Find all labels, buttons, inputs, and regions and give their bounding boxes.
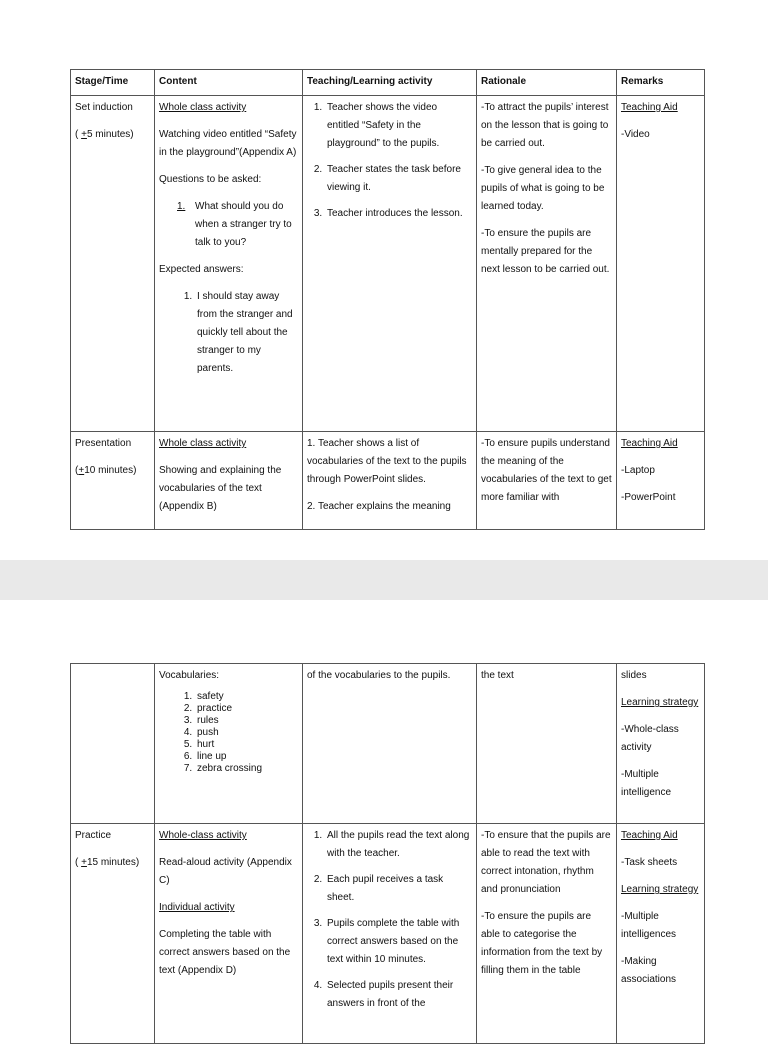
question-item: 1. What should you do when a stranger try to talk to you? xyxy=(177,201,292,248)
presentation-continued-row xyxy=(71,664,705,824)
set-induction-row xyxy=(71,96,705,432)
list-item: 2. Teacher states the task before viewing it. xyxy=(325,161,472,197)
practice-row xyxy=(71,824,705,1044)
stage-time: ( +5 minutes) xyxy=(75,129,134,140)
content-heading: Whole-class activity xyxy=(159,830,247,841)
answers-list xyxy=(159,288,298,378)
continued-content-cell xyxy=(155,664,303,824)
list-item: 3. Pupils complete the table with correct answers based on the text within 10 minutes. xyxy=(325,915,472,969)
teaching-aid-heading: Teaching Aid xyxy=(621,102,678,113)
continued-rationale-cell xyxy=(477,664,617,824)
lesson-plan-table-page-1 xyxy=(70,69,705,530)
rationale-text: -To ensure that the pupils are able to read the text with correct intonation, rhythm and pronunciation xyxy=(481,830,611,895)
header-rationale: Rationale xyxy=(477,70,617,96)
practice-remarks-cell xyxy=(617,824,705,1044)
continued-stage-cell xyxy=(71,664,155,824)
content-heading: Individual activity xyxy=(159,902,235,913)
continued-activity-cell xyxy=(303,664,477,824)
list-item: 2. Each pupil receives a task sheet. xyxy=(325,871,472,907)
continued-remarks-cell xyxy=(617,664,705,824)
activity-text: 1. Teacher shows a list of vocabularies of the text to the pupils through PowerPoint slides. xyxy=(307,438,467,485)
remark-item: -Video xyxy=(621,129,650,140)
practice-content-cell xyxy=(155,824,303,1044)
list-item: 1. All the pupils read the text along with the teacher. xyxy=(325,827,472,863)
set-induction-stage-cell xyxy=(71,96,155,432)
rationale-text: -To ensure the pupils are mentally prepared for the next lesson to be carried out. xyxy=(481,228,610,275)
activity-list xyxy=(307,827,472,1013)
stage-label: Presentation xyxy=(75,438,132,449)
teaching-aid-heading: Teaching Aid xyxy=(621,830,678,841)
list-item: 3. rules xyxy=(195,715,298,727)
rationale-text: -To ensure the pupils are able to categorise the information from the text by filling them in the table xyxy=(481,911,603,976)
list-item: 4. Selected pupils present their answers in front of the xyxy=(325,977,472,1013)
page-gap xyxy=(0,560,768,600)
list-item: 4. push xyxy=(195,727,298,739)
list-item: 2. practice xyxy=(195,703,298,715)
set-induction-remarks-cell xyxy=(617,96,705,432)
presentation-activity-cell xyxy=(303,432,477,530)
presentation-content-cell xyxy=(155,432,303,530)
content-heading: Whole class activity xyxy=(159,438,247,449)
header-content: Content xyxy=(155,70,303,96)
practice-stage-cell xyxy=(71,824,155,1044)
rationale-text: -To attract the pupils’ interest on the lesson that is going to be carried out. xyxy=(481,102,609,149)
content-heading: Whole class activity xyxy=(159,102,247,113)
teaching-aid-heading: Teaching Aid xyxy=(621,438,678,449)
stage-label: Set induction xyxy=(75,102,133,113)
stage-label: Practice xyxy=(75,830,112,841)
list-item: 5. hurt xyxy=(195,739,298,751)
presentation-remarks-cell xyxy=(617,432,705,530)
presentation-row xyxy=(71,432,705,530)
practice-rationale-cell xyxy=(477,824,617,1044)
learning-strategy-heading: Learning strategy xyxy=(621,697,699,708)
rationale-text: -To ensure pupils understand the meaning of the vocabularies of the text to get more familiar with xyxy=(481,438,612,503)
remark-item: -Task sheets xyxy=(621,857,678,868)
header-stage-time: Stage/Time xyxy=(71,70,155,96)
remark-item: -PowerPoint xyxy=(621,492,676,503)
remark-item: -Multiple intelligences xyxy=(621,911,677,940)
list-item: 1. safety xyxy=(195,691,298,703)
table-header-row xyxy=(71,70,705,96)
list-item: 3. Teacher introduces the lesson. xyxy=(325,205,472,223)
remark-item: -Whole-class activity xyxy=(621,724,679,753)
set-induction-rationale-cell xyxy=(477,96,617,432)
presentation-stage-cell xyxy=(71,432,155,530)
list-item: 7. zebra crossing xyxy=(195,763,298,775)
lesson-plan-table-page-2 xyxy=(70,663,705,1044)
vocab-label: Vocabularies: xyxy=(159,670,220,681)
remark-item: -Laptop xyxy=(621,465,655,476)
presentation-rationale-cell xyxy=(477,432,617,530)
rationale-text: the text xyxy=(481,670,514,681)
stage-time: ( +15 minutes) xyxy=(75,857,140,868)
content-intro: Watching video entitled “Safety in the playground”(Appendix A) xyxy=(159,129,297,158)
content-text: Read-aloud activity (Appendix C) xyxy=(159,857,292,886)
remark-item: -Making associations xyxy=(621,956,677,985)
set-induction-activity-cell xyxy=(303,96,477,432)
activity-text: of the vocabularies to the pupils. xyxy=(307,670,451,681)
stage-time: (+10 minutes) xyxy=(75,465,137,476)
set-induction-content-cell xyxy=(155,96,303,432)
remark-item: slides xyxy=(621,670,647,681)
list-item: 1. Teacher shows the video entitled “Safety in the playground” to the pupils. xyxy=(325,99,472,153)
content-text: Showing and explaining the vocabularies of the text (Appendix B) xyxy=(159,465,282,512)
rationale-text: -To give general idea to the pupils of what is going to be learned today. xyxy=(481,165,605,212)
learning-strategy-heading: Learning strategy xyxy=(621,884,699,895)
activity-list xyxy=(307,99,472,223)
activity-text: 2. Teacher explains the meaning xyxy=(307,501,451,512)
remark-item: -Multiple intelligence xyxy=(621,769,672,798)
answers-label: Expected answers: xyxy=(159,264,244,275)
practice-activity-cell xyxy=(303,824,477,1044)
content-text: Completing the table with correct answers based on the text (Appendix D) xyxy=(159,929,291,976)
list-item: 6. line up xyxy=(195,751,298,763)
questions-label: Questions to be asked: xyxy=(159,174,262,185)
header-remarks: Remarks xyxy=(617,70,705,96)
vocab-list xyxy=(159,691,298,775)
header-activity: Teaching/Learning activity xyxy=(303,70,477,96)
list-item: 1. I should stay away from the stranger and quickly tell about the stranger to my parents. xyxy=(195,288,298,378)
